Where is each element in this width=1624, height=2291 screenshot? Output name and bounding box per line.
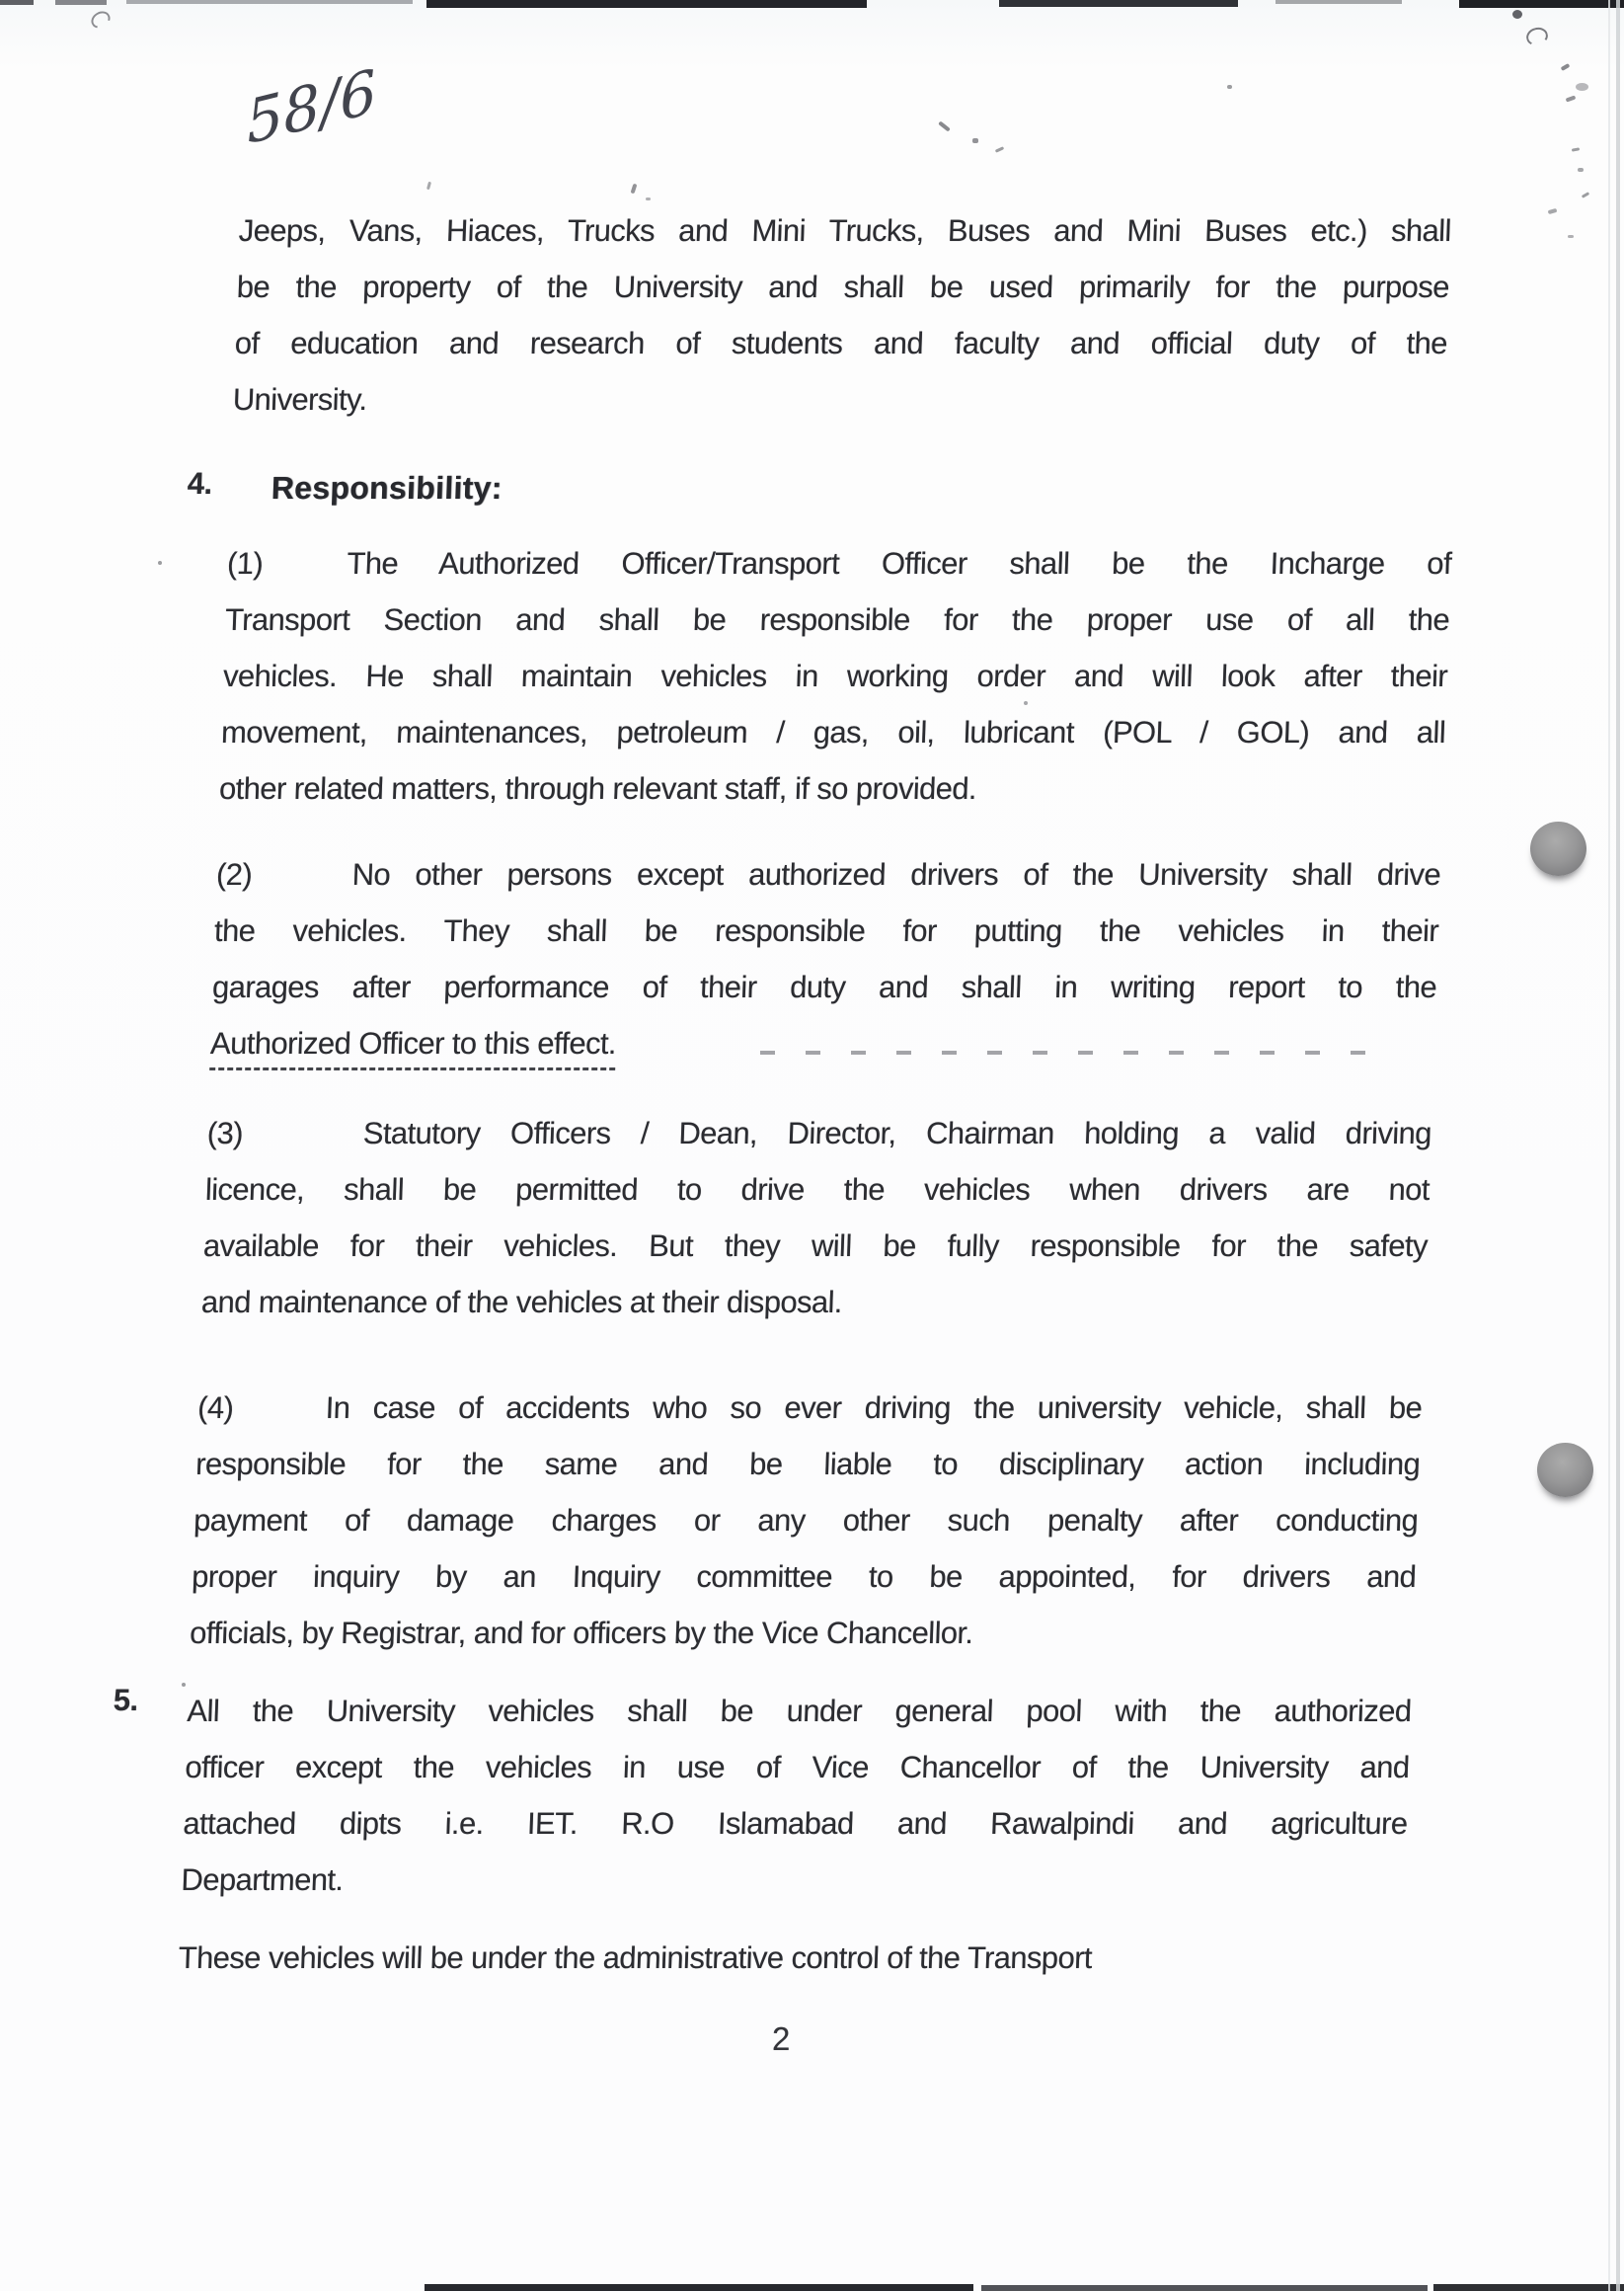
text-line: These vehicles will be under the administrative control of the Transport	[178, 1940, 1093, 1975]
paragraph-4	[189, 1380, 1423, 1661]
bottom-edge-artifact	[425, 2284, 973, 2291]
top-edge-artifact	[1459, 0, 1624, 8]
scan-speck	[158, 561, 162, 565]
text-line: Department.	[180, 1862, 345, 1897]
binder-hole-shadow	[1537, 1443, 1593, 1497]
page-number: 2	[772, 2020, 791, 2057]
text-line: licence, shall be permitted to drive the vehicles when drivers are not	[204, 1172, 1431, 1207]
text-line: Authorized Officer to this effect.	[209, 1015, 1435, 1071]
text-line: (4) In case of accidents who so ever driving the university vehicle, shall be	[196, 1390, 1423, 1425]
text-line: other related matters, through relevant staff, if so provided.	[218, 771, 977, 806]
top-edge-artifact	[126, 0, 413, 4]
text-line: (3) Statutory Officers / Dean, Director, Chairman holding a valid driving	[206, 1116, 1432, 1150]
bottom-edge-artifact	[1433, 2284, 1624, 2291]
top-edge-artifact	[1276, 0, 1402, 4]
binder-hole-shadow	[1530, 822, 1586, 876]
text-line: payment of damage charges or any other such penalty after conducting	[193, 1503, 1419, 1538]
scan-speck	[972, 138, 978, 143]
paragraph-2	[209, 846, 1441, 1071]
scan-speck	[1568, 235, 1574, 238]
scan-speck	[1024, 701, 1028, 705]
scan-speck	[182, 1683, 186, 1687]
scan-speck	[646, 198, 651, 200]
text-line: responsible for the same and be liable to disciplinary action including	[194, 1447, 1421, 1481]
paragraph-1	[218, 535, 1452, 817]
scan-speck	[1227, 85, 1232, 89]
text-line: vehicles. He shall maintain vehicles in working order and will look after their	[222, 659, 1448, 693]
section-5-paragraph	[181, 1683, 1413, 1908]
text-line: available for their vehicles. But they will be fully responsible for the safety	[202, 1228, 1429, 1263]
paragraph-3	[200, 1105, 1432, 1330]
text-line: University.	[232, 382, 368, 417]
section-5-number: 5.	[113, 1683, 139, 1717]
text-line: and maintenance of the vehicles at their disposal.	[200, 1285, 843, 1319]
text-line: All the University vehicles shall be under general pool with the authorized	[186, 1694, 1413, 1728]
scan-speck	[1512, 10, 1522, 19]
bottom-edge-artifact	[981, 2285, 1428, 2291]
trailing-dashes-artifact	[760, 1051, 1388, 1055]
text-line: movement, maintenances, petroleum / gas, oil, lubricant (POL / GOL) and all	[220, 715, 1446, 750]
top-edge-artifact	[0, 0, 34, 5]
text-line: of education and research of students and faculty and official duty of the	[234, 326, 1448, 360]
section-4-number: 4.	[187, 466, 213, 501]
page-right-edge	[1608, 0, 1610, 2291]
text-line: proper inquiry by an Inquiry committee to be appointed, for drivers and	[191, 1559, 1417, 1594]
top-edge-artifact	[55, 0, 107, 5]
text-line: (1) The Authorized Officer/Transport Officer shall be the Incharge of	[226, 546, 1452, 581]
top-edge-artifact	[999, 0, 1238, 7]
scan-speck	[1578, 168, 1584, 172]
text-line: be the property of the University and shall be used primarily for the purpose	[236, 270, 1450, 304]
text-line: (2) No other persons except authorized drivers of the University shall drive	[215, 857, 1441, 892]
text-line: attached dipts i.e. IET. R.O Islamabad and Rawalpindi and agriculture	[182, 1806, 1409, 1841]
section-4-heading: Responsibility:	[271, 470, 503, 506]
intro-paragraph	[232, 202, 1452, 428]
page-right-edge	[1616, 0, 1620, 2291]
text-line: garages after performance of their duty and shall in writing report to the	[211, 970, 1437, 1004]
text-line: officer except the vehicles in use of Vice Chancellor of the University and	[184, 1750, 1411, 1784]
text-line: the vehicles. They shall be responsible for putting the vehicles in their	[213, 913, 1439, 948]
closing-paragraph	[178, 1930, 1354, 1986]
scan-speck	[1576, 83, 1588, 91]
handwritten-annotation: 58/6	[244, 56, 379, 159]
text-line: officials, by Registrar, and for officers by the Vice Chancellor.	[189, 1616, 974, 1650]
text-line: Jeeps, Vans, Hiaces, Trucks and Mini Trucks, Buses and Mini Buses etc.) shall	[238, 213, 1452, 248]
text-line: Transport Section and shall be responsible for the proper use of all the	[224, 602, 1450, 637]
top-edge-artifact	[426, 0, 867, 8]
